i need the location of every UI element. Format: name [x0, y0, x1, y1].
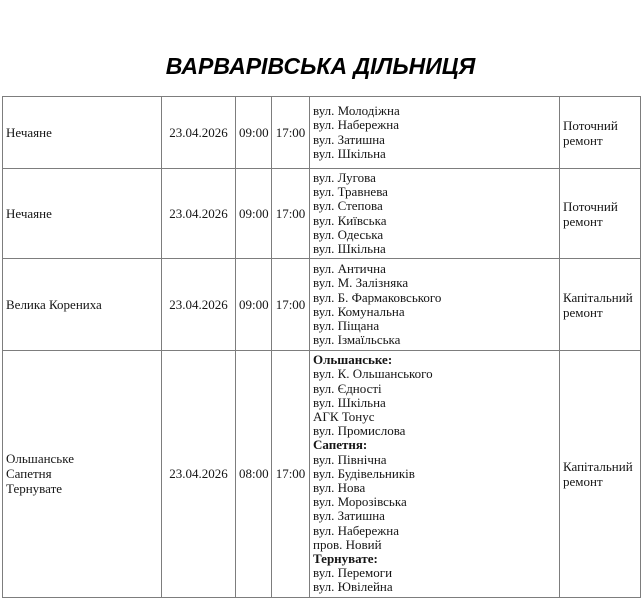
end-time-cell: 17:00	[272, 97, 310, 169]
date-cell: 23.04.2026	[162, 97, 236, 169]
location-line: Нечаяне	[6, 125, 52, 140]
location-line: Тернувате	[6, 481, 63, 497]
street-line: вул. Єдності	[313, 380, 382, 396]
street-line: вул. Будівельників	[313, 465, 415, 481]
street-line: вул. Ізмаїльська	[313, 332, 401, 348]
settlement-group-header: Сапетня:	[313, 437, 368, 453]
street-line: вул. Піщана	[313, 317, 380, 333]
repair-type-cell: Поточний ремонт	[560, 97, 641, 169]
end-time-cell: 17:00	[272, 351, 310, 597]
street-line: вул. Київська	[313, 212, 387, 228]
location-cell	[3, 169, 162, 259]
street-line: пров. Новий	[313, 536, 382, 552]
street-line: вул. М. Залізняка	[313, 275, 409, 291]
settlement-group-header: Тернувате:	[313, 551, 378, 567]
street-line: вул. Шкільна	[313, 145, 386, 161]
repair-type-cell: Поточний ремонт	[560, 169, 641, 259]
location-line: Нечаяне	[6, 206, 52, 222]
location-line: Ольшанське	[6, 451, 75, 467]
settlement-group-header: Ольшанське:	[313, 352, 393, 368]
street-line: вул. Антична	[313, 261, 386, 277]
start-time-cell: 09:00	[236, 97, 272, 169]
location-cell	[3, 351, 162, 597]
street-line: вул. Молодіжна	[313, 103, 400, 119]
date-cell: 23.04.2026	[162, 169, 236, 259]
street-line: вул. Промислова	[313, 423, 406, 439]
street-line: вул. Комунальна	[313, 303, 405, 319]
street-line: вул. Північна	[313, 451, 387, 467]
schedule-table-body	[3, 97, 641, 598]
streets-cell	[310, 351, 560, 597]
streets-cell	[310, 169, 560, 259]
streets-cell	[310, 97, 560, 169]
street-line: АГК Тонус	[313, 409, 375, 425]
end-time-cell: 17:00	[272, 259, 310, 351]
street-line: вул. Ювілейна	[313, 579, 393, 595]
location-cell	[3, 97, 162, 169]
street-line: вул. Перемоги	[313, 565, 393, 581]
table-row	[3, 169, 641, 259]
street-line: вул. Набережна	[313, 522, 399, 538]
street-line: вул. Шкільна	[313, 394, 386, 410]
date-cell: 23.04.2026	[162, 259, 236, 351]
street-line: вул. К. Ольшанського	[313, 366, 433, 382]
outage-schedule-table	[2, 96, 641, 598]
street-line: вул. Травнева	[313, 184, 388, 200]
street-line: вул. Набережна	[313, 117, 399, 133]
start-time-cell: 09:00	[236, 169, 272, 259]
table-row	[3, 259, 641, 351]
street-line: вул. Затишна	[313, 131, 385, 147]
location-cell	[3, 259, 162, 351]
table-row	[3, 97, 641, 169]
start-time-cell: 09:00	[236, 259, 272, 351]
date-cell: 23.04.2026	[162, 351, 236, 597]
street-line: вул. Одеська	[313, 226, 384, 242]
location-line: Велика Корениха	[6, 297, 102, 313]
street-line: вул. Степова	[313, 198, 383, 214]
street-line: вул. Морозівська	[313, 494, 407, 510]
page-title: ВАРВАРІВСЬКА ДІЛЬНИЦЯ	[165, 53, 476, 79]
repair-type-cell: Капітальний ремонт	[560, 351, 641, 597]
street-line: вул. Шкільна	[313, 241, 386, 257]
street-line: вул. Нова	[313, 480, 366, 496]
street-line: вул. Б. Фармаковського	[313, 289, 442, 305]
street-line: вул. Лугова	[313, 170, 376, 185]
table-row	[3, 351, 641, 597]
end-time-cell: 17:00	[272, 169, 310, 259]
streets-cell	[310, 259, 560, 351]
start-time-cell: 08:00	[236, 351, 272, 597]
location-line: Сапетня	[6, 466, 52, 482]
repair-type-cell: Капітальний ремонт	[560, 259, 641, 351]
street-line: вул. Затишна	[313, 508, 385, 524]
